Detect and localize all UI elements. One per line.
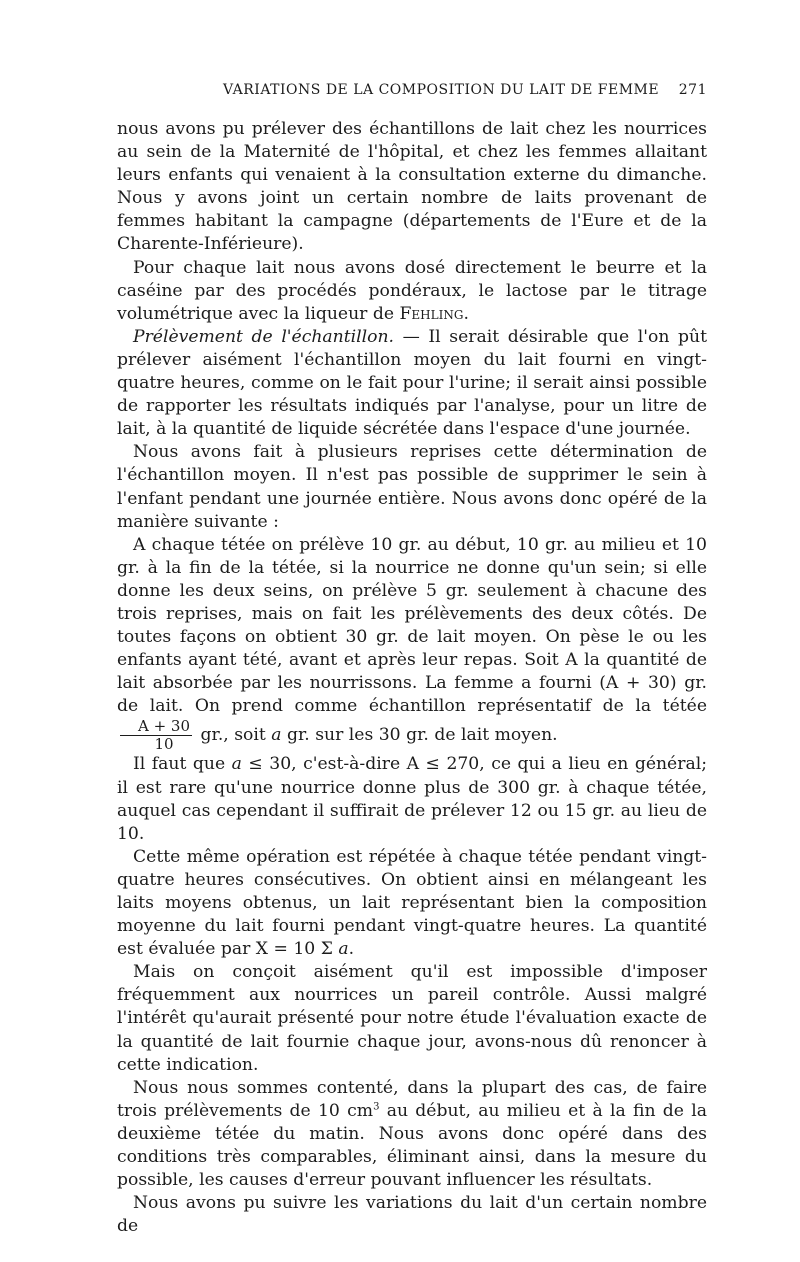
fehling-name: Fehling xyxy=(399,303,464,324)
paragraph-2-text-b: . xyxy=(463,303,469,324)
paragraph-5-text-a: A chaque tétée on prélève 10 gr. au début, 10 gr. au milieu et 10 gr. à la fin de la tétée, si la nourrice ne donne qu'un sein; si elle donne les deux seins, on prélève 5 gr. seulement à chacune des trois reprises, mais on fait les prélèvements des deux côtés. De toutes façons on obtient 30 gr. de lait moyen. On pèse le ou les enfants ayant tété, avant et après leur repas. Soit A la quantité de lait absorbée par les nourrissons. La femme a fourni (A + 30) gr. de lait. On prend comme échantillon représentatif de la tétée xyxy=(117,534,707,717)
paragraph-7 xyxy=(117,846,707,961)
paragraph-9-text-a: Nous nous sommes contenté, dans la plupart des cas, de faire trois prélèvements de 10 cm xyxy=(117,1077,707,1121)
fraction-denominator: 10 xyxy=(154,735,174,754)
paragraph-3 xyxy=(117,326,707,441)
paragraph-9 xyxy=(117,1077,707,1192)
paragraph-5-text-b: gr., soit xyxy=(195,725,272,746)
paragraph-5 xyxy=(117,534,707,754)
body-text xyxy=(117,118,707,1238)
fraction-numerator: A + 30 xyxy=(120,718,192,736)
fraction xyxy=(120,718,192,753)
paragraph-7-text-b: . xyxy=(348,939,355,960)
paragraph-9-text-b: au début, au milieu et à la fin de la deuxième tétée du matin. Nous avons donc opéré dans des conditions très comparables, éliminant ainsi, dans la mesure du possible, les causes d'erreur pouvant influencer les résultats. xyxy=(117,1100,707,1191)
paragraph-6-text-a: Il faut que xyxy=(133,754,232,775)
running-title: VARIATIONS DE LA COMPOSITION DU LAIT DE FEMME xyxy=(223,82,660,98)
paragraph-4: Nous avons fait à plusieurs reprises cette détermination de l'échantillon moyen. Il n'est pas possible de supprimer le sein à l'enfant pendant une journée entière. Nous avons donc opéré de la manière suivante : xyxy=(117,442,707,532)
paragraph-7-text-a: Cette même opération est répétée à chaque tétée pendant vingt-quatre heures consécutives. On obtient ainsi en mélangeant les laits moyens obtenus, un lait représentant bien la composition moyenne du lait fourni pendant vingt-quatre heures. La quantité est évaluée par X = 10 Σ xyxy=(117,846,707,960)
paragraph-6 xyxy=(117,753,707,845)
section-heading: Prélèvement de l'échantillon. xyxy=(133,326,394,347)
paragraph-3-text: — Il serait désirable que l'on pût prélever aisément l'échantillon moyen du lait fourni en vingt-quatre heures, comme on le fait pour l'urine; il serait ainsi possible de rapporter les résultats indiqués par l'analyse, pour un litre de lait, à la quantité de liquide sécrétée dans l'espace d'une journée. xyxy=(117,326,707,440)
paragraph-5-text-c: gr. sur les 30 gr. de lait moyen. xyxy=(281,725,558,746)
cubic-superscript: 3 xyxy=(373,1101,380,1113)
paragraph-6-text-b: ≤ 30, c'est-à-dire A ≤ 270, ce qui a lieu en général; il est rare qu'une nourrice donne plus de 300 gr. à chaque tétée, auquel cas cependant il suffirait de prélever 12 ou 15 gr. au lieu de 10. xyxy=(117,754,707,844)
page-number: 271 xyxy=(678,82,707,98)
variable-a: a xyxy=(338,939,349,960)
paragraph-2-text-a: Pour chaque lait nous avons dosé directement le beurre et la caséine par des procédés pondéraux, le lactose par le titrage volumétrique avec la liqueur de xyxy=(117,257,707,324)
paragraph-10: Nous avons pu suivre les variations du lait d'un certain nombre de xyxy=(117,1193,707,1237)
paragraph-2 xyxy=(117,257,707,326)
variable-a: a xyxy=(231,754,242,775)
paragraph-1: nous avons pu prélever des échantillons de lait chez les nourrices au sein de la Maternité de l'hôpital, et chez les femmes allaitant leurs enfants qui venaient à la consultation externe du dimanche. Nous y avons joint un certain nombre de laits provenant de femmes habitant la campagne (départements de l'Eure et de la Charente-Inférieure). xyxy=(117,119,707,255)
paragraph-8: Mais on conçoit aisément qu'il est impossible d'imposer fréquemment aux nourrices un pareil contrôle. Aussi malgré l'intérêt qu'aurait présenté pour notre étude l'évaluation exacte de la quantité de lait fournie chaque jour, avons-nous dû renoncer à cette indication. xyxy=(117,962,707,1075)
variable-a: a xyxy=(271,725,282,746)
